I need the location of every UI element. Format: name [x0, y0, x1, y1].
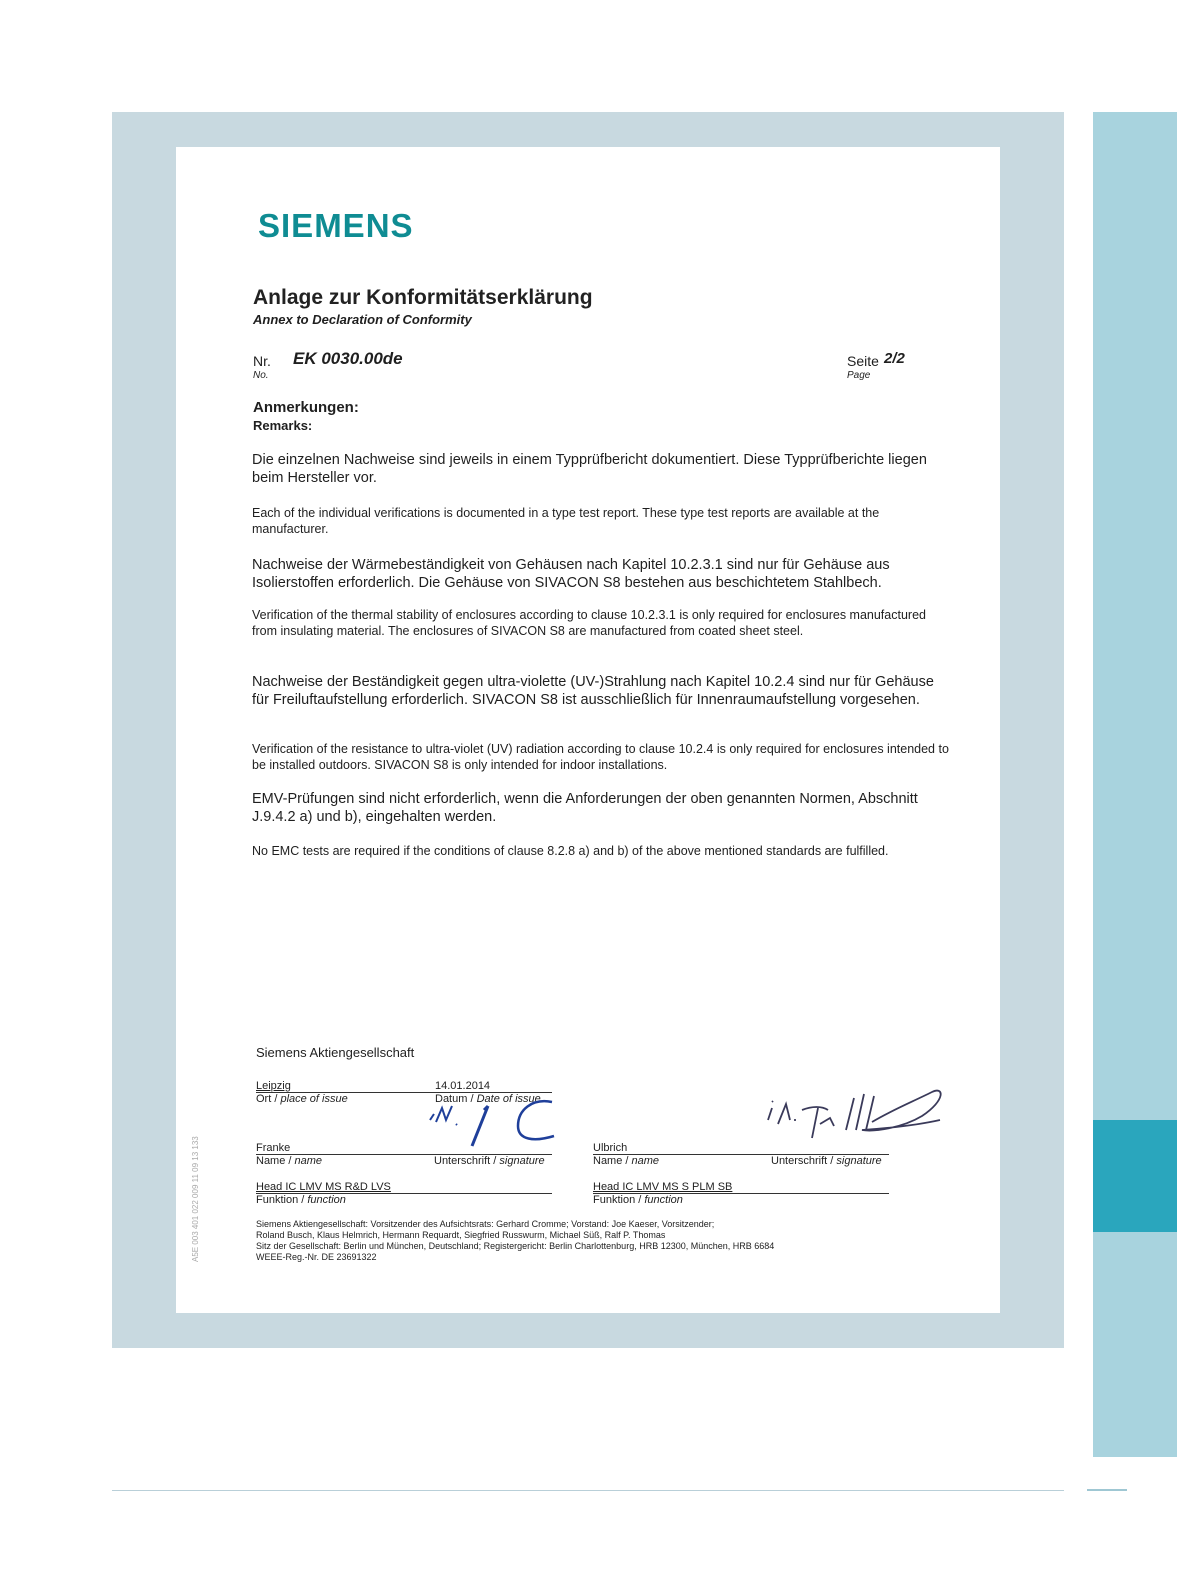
place-value: Leipzig: [256, 1080, 291, 1092]
legal-footer: Siemens Aktiengesellschaft: Vorsitzender des Aufsichtsrats: Gerhard Cromme; Vorstand: Joe Kaeser, Vorsitzender; Roland Busch, Klaus Helmrich, Hermann Requardt, Siegfried Russwurm, Michael Süß, Ralf P. Thomas Sitz der Gesellschaft: Berlin und München, Deutschland; Registergericht: Berlin Charlottenburg, HRB 12300, München, HRB 6684 WEEE-Reg.-Nr. DE 23691322: [256, 1219, 775, 1262]
date-label: Datum / Date of issue: [435, 1093, 541, 1105]
left-name-label: Name / name: [256, 1155, 323, 1167]
place-label: Ort / place of issue: [256, 1093, 348, 1105]
footer-divider: [112, 1490, 1064, 1491]
date-value: 14.01.2014: [435, 1080, 491, 1092]
right-signer-name: Ulbrich: [593, 1142, 628, 1154]
right-signer-function: Head IC LMV MS S PLM SB: [593, 1181, 733, 1193]
right-handwritten-signature: [762, 1080, 952, 1150]
paragraph-de: Die einzelnen Nachweise sind jeweils in einem Typprüfbericht dokumentiert. Diese Typprüfberichte liegen beim Hersteller vor.: [252, 452, 927, 486]
page-label-en: Page: [847, 370, 871, 381]
left-handwritten-signature: [422, 1090, 562, 1150]
company-name: Siemens Aktiengesellschaft: [256, 1045, 415, 1060]
paragraph-en: No EMC tests are required if the conditions of clause 8.2.8 a) and b) of the above mentioned standards are fulfilled.: [252, 844, 889, 858]
paragraph-en: Verification of the thermal stability of enclosures according to clause 10.2.3.1 is only required for enclosures manufactured from insulating material. The enclosures of SIVACON S8 are manufactured from coated sheet steel.: [252, 608, 926, 638]
siemens-logo: SIEMENS: [258, 207, 414, 244]
paragraph-en: Each of the individual verifications is documented in a type test report. These type test reports are available at the manufacturer.: [252, 506, 880, 536]
number-label: Nr.: [253, 353, 271, 369]
margin-document-code: A5E 003 401 022 009 11 09 13 133: [191, 1136, 200, 1262]
paragraph-de: Nachweise der Wärmebeständigkeit von Gehäusen nach Kapitel 10.2.3.1 sind nur für Gehäuse aus Isolierstoffen erforderlich. Die Gehäuse von SIVACON S8 bestehen aus beschichtetem Stahlbech.: [252, 557, 890, 591]
number-label-en: No.: [253, 370, 269, 381]
left-function-label: Funktion / function: [256, 1194, 346, 1206]
page-label: Seite: [847, 353, 879, 369]
paragraph-en: Verification of the resistance to ultra-violet (UV) radiation according to clause 10.2.4 is only required for enclosures intended to be installed outdoors. SIVACON S8 is only intended for indoor installations.: [252, 742, 949, 772]
footer-marker: [1087, 1489, 1127, 1491]
left-signer-function: Head IC LMV MS R&D LVS: [256, 1181, 391, 1193]
left-signature-label: Unterschrift / signature: [434, 1155, 545, 1167]
left-signer-name: Franke: [256, 1142, 291, 1154]
document-number: EK 0030.00de: [293, 349, 403, 368]
side-tab: [1093, 112, 1177, 1457]
paragraph-de: Nachweise der Beständigkeit gegen ultra-violette (UV-)Strahlung nach Kapitel 10.2.4 sind nur für Gehäuse für Freiluftaufstellung erforderlich. SIVACON S8 ist ausschließlich für Innenraumaufstellung vorgesehen.: [252, 674, 934, 708]
page-number: 2/2: [884, 350, 905, 367]
right-function-label: Funktion / function: [593, 1194, 683, 1206]
right-name-label: Name / name: [593, 1155, 660, 1167]
right-signature-label: Unterschrift / signature: [771, 1155, 882, 1167]
paragraph-de: EMV-Prüfungen sind nicht erforderlich, wenn die Anforderungen der oben genannten Normen, Abschnitt J.9.4.2 a) und b), eingehalten werden.: [252, 791, 918, 825]
document-title: Anlage zur Konformitätserklärung: [253, 286, 593, 309]
document-subtitle: Annex to Declaration of Conformity: [253, 312, 472, 327]
remarks-heading-en: Remarks:: [253, 418, 313, 433]
remarks-heading: Anmerkungen:: [253, 399, 359, 416]
side-tab-highlight: [1093, 1120, 1177, 1232]
document-page: [176, 147, 1000, 1313]
